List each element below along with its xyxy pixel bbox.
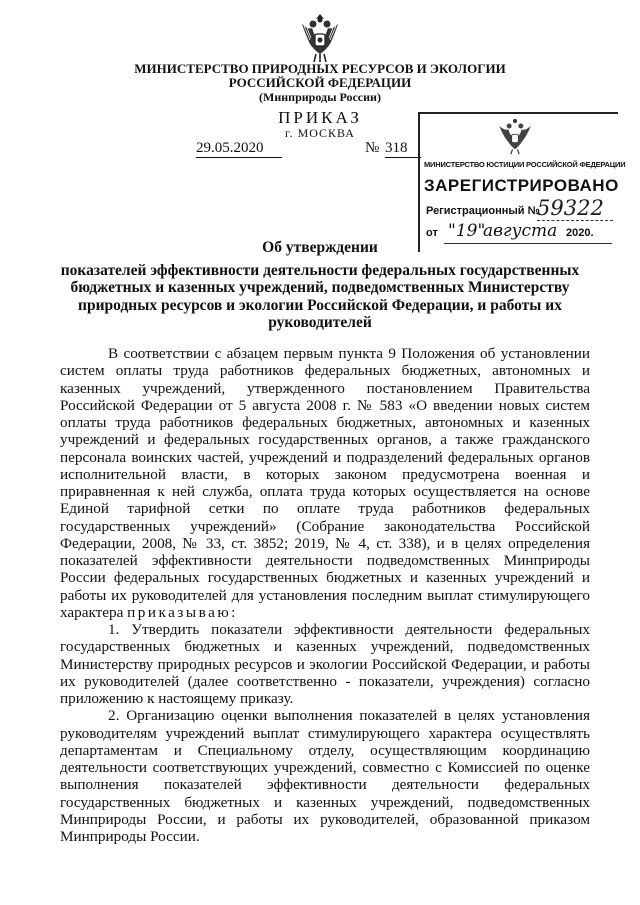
order-title: показателей эффективности деятельности федеральных государственных бюджетных и казенных учреждений, подведомственных Министерству природных ресурсов и экологии Российской Федерации, и работы их руководителей [60,262,580,332]
preamble-text: В соответствии с абзацем первым пункта 9 Положения об установлении систем оплаты труда работников федеральных бюджетных, автономных и казенных учреждений, утвержденного постановлением Правительства Российской Федерации от 5 августа 2008 г. № 583 «О введении новых систем оплаты труда работников федеральных бюджетных, автономных и казенных учреждений и федеральных государственных органов, а также гражданского персонала воинских частей, учреждений и подразделений федеральных органов исполнительной власти, в которых законом предусмотрена военная и приравненная к ней служба, оплата труда которых осуществляется на основе Единой тарифной сетки по оплате труда работников федеральных государственных учреждений» (Собрание законодательства Российской Федерации, 2008, № 33, ст. 3852; 2019, № 4, ст. 338), и в целях определения показателей эффективности деятельности подведомственных Минприроды России федеральных государственных бюджетных и казенных учреждений и работы их руководителей для установления последним выплат стимулирующего характера [60,345,590,621]
order-word: приказываю: [127,603,238,621]
stamp-day: "19" [448,221,486,241]
stamp-from-label: от [426,227,438,239]
ministry-name-line2: РОССИЙСКОЙ ФЕДЕРАЦИИ [228,75,412,90]
preamble-paragraph [60,345,590,621]
document-city: г. МОСКВА [285,126,355,140]
order-item-1: 1. Утвердить показатели эффективности деятельности федеральных государственных бюджетных и казенных учреждений, подведомственных Министерству природных ресурсов и экологии Российской Федерации, и работы их руководителей (далее соответственно - показатели, учреждения) согласно приложению к настоящему приказу. [60,621,590,707]
document-type: ПРИКАЗ [278,108,362,127]
ministry-short-name: (Минприроды России) [259,90,381,104]
stamp-month: августа [483,221,558,241]
stamp-status: ЗАРЕГИСТРИРОВАНО [424,176,619,195]
stamp-agency: МИНИСТЕРСТВО ЮСТИЦИИ РОССИЙСКОЙ ФЕДЕРАЦИИ [424,160,626,169]
ministry-name-line1: МИНИСТЕРСТВО ПРИРОДНЫХ РЕСУРСОВ И ЭКОЛОГИИ [134,61,506,76]
document-number: 318 [385,140,421,158]
stamp-reg-label: Регистрационный № [426,205,540,217]
order-item-2: 2. Организацию оценки выполнения показателей в целях установления руководителям учреждений выплат стимулирующего характера осуществлять департаментам и Специальному отделу, осуществляющим координацию деятельности соответствующих учреждений, совместно с Комиссией по оценке выполнения показателей эффективности деятельности федеральных государственных бюджетных и казенных учреждений, подведомственных Минприроды России, и работы их руководителей, образованной приказом Минприроды России. [60,707,590,845]
stamp-reg-number: 59322 [537,196,604,220]
state-emblem-icon [296,10,344,64]
document-date: 29.05.2020 [196,140,282,158]
stamp-year: 2020. [566,227,594,239]
document-number-label: № [365,140,380,156]
order-body [60,345,590,845]
stamp-emblem-icon [495,116,535,156]
order-title-line1: Об утверждении [262,239,378,256]
